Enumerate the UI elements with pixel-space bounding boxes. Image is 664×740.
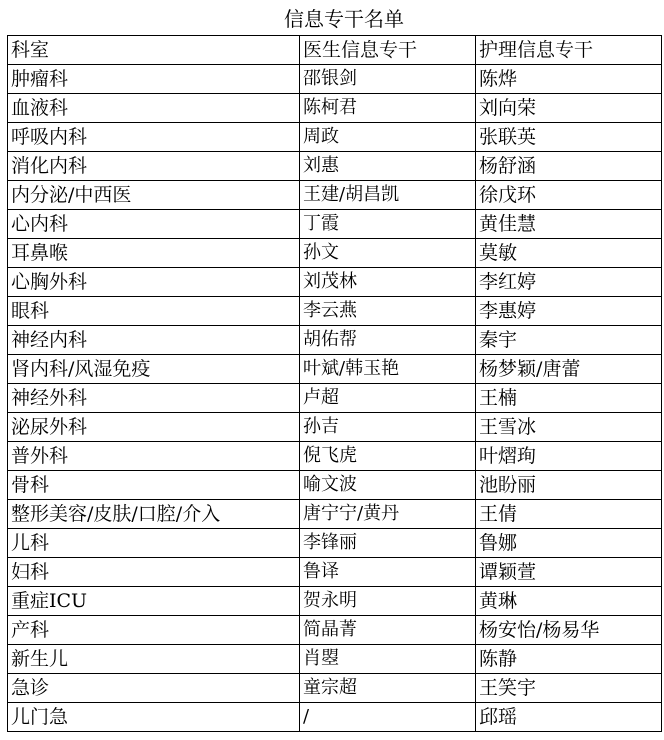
table-row <box>8 674 662 703</box>
nursing-liaison-cell: 王笑宇 <box>476 674 662 703</box>
table-row <box>8 413 662 442</box>
nursing-liaison-cell: 杨安怡/杨易华 <box>476 616 662 645</box>
table-row <box>8 384 662 413</box>
doctor-liaison-cell: 刘惠 <box>300 152 476 181</box>
nursing-liaison-cell: 杨梦颖/唐蕾 <box>476 355 662 384</box>
table-row <box>8 210 662 239</box>
doctor-liaison-cell: 陈柯君 <box>300 94 476 123</box>
table-title: 信息专干名单 <box>284 7 404 31</box>
table-row <box>8 297 662 326</box>
department-cell: 儿门急 <box>8 703 300 732</box>
department-cell: 心胸外科 <box>8 268 300 297</box>
table-row <box>8 703 662 732</box>
nursing-liaison-cell: 鲁娜 <box>476 529 662 558</box>
table-row <box>8 355 662 384</box>
column-header-department: 科室 <box>8 36 300 65</box>
table-row <box>8 268 662 297</box>
table-row <box>8 94 662 123</box>
nursing-liaison-cell: 王雪冰 <box>476 413 662 442</box>
department-cell: 眼科 <box>8 297 300 326</box>
doctor-liaison-cell: / <box>300 703 476 732</box>
table-row <box>8 616 662 645</box>
doctor-liaison-cell: 肖曌 <box>300 645 476 674</box>
department-cell: 儿科 <box>8 529 300 558</box>
nursing-liaison-cell: 莫敏 <box>476 239 662 268</box>
table-row <box>8 152 662 181</box>
department-cell: 心内科 <box>8 210 300 239</box>
department-cell: 消化内科 <box>8 152 300 181</box>
department-cell: 血液科 <box>8 94 300 123</box>
table-row <box>8 645 662 674</box>
doctor-liaison-cell: 唐宁宁/黄丹 <box>300 500 476 529</box>
doctor-liaison-cell: 丁霞 <box>300 210 476 239</box>
nursing-liaison-cell: 刘向荣 <box>476 94 662 123</box>
doctor-liaison-cell: 鲁译 <box>300 558 476 587</box>
doctor-liaison-cell: 童宗超 <box>300 674 476 703</box>
department-cell: 普外科 <box>8 442 300 471</box>
table-row <box>8 587 662 616</box>
department-cell: 神经外科 <box>8 384 300 413</box>
table-row <box>8 239 662 268</box>
department-cell: 内分泌/中西医 <box>8 181 300 210</box>
doctor-liaison-cell: 喻文波 <box>300 471 476 500</box>
doctor-liaison-cell: 周政 <box>300 123 476 152</box>
table-row <box>8 500 662 529</box>
doctor-liaison-cell: 李云燕 <box>300 297 476 326</box>
table-row <box>8 529 662 558</box>
nursing-liaison-cell: 池盼丽 <box>476 471 662 500</box>
header-row <box>8 36 662 65</box>
nursing-liaison-cell: 陈静 <box>476 645 662 674</box>
nursing-liaison-cell: 王倩 <box>476 500 662 529</box>
table-row <box>8 181 662 210</box>
nursing-liaison-cell: 陈烨 <box>476 65 662 94</box>
doctor-liaison-cell: 李锋丽 <box>300 529 476 558</box>
department-cell: 新生儿 <box>8 645 300 674</box>
department-cell: 急诊 <box>8 674 300 703</box>
department-cell: 肾内科/风湿免疫 <box>8 355 300 384</box>
nursing-liaison-cell: 李红婷 <box>476 268 662 297</box>
doctor-liaison-cell: 邵银剑 <box>300 65 476 94</box>
nursing-liaison-cell: 黄佳慧 <box>476 210 662 239</box>
table-row <box>8 326 662 355</box>
doctor-liaison-cell: 孙吉 <box>300 413 476 442</box>
table-body <box>8 65 662 732</box>
doctor-liaison-cell: 叶斌/韩玉艳 <box>300 355 476 384</box>
nursing-liaison-cell: 徐戊环 <box>476 181 662 210</box>
doctor-liaison-cell: 贺永明 <box>300 587 476 616</box>
department-cell: 耳鼻喉 <box>8 239 300 268</box>
table-row <box>8 123 662 152</box>
nursing-liaison-cell: 张联英 <box>476 123 662 152</box>
nursing-liaison-cell: 秦宇 <box>476 326 662 355</box>
department-cell: 肿瘤科 <box>8 65 300 94</box>
department-cell: 神经内科 <box>8 326 300 355</box>
department-cell: 呼吸内科 <box>8 123 300 152</box>
department-cell: 泌尿外科 <box>8 413 300 442</box>
department-cell: 产科 <box>8 616 300 645</box>
doctor-liaison-cell: 刘茂林 <box>300 268 476 297</box>
nursing-liaison-cell: 叶熠珣 <box>476 442 662 471</box>
table-row <box>8 471 662 500</box>
department-cell: 重症ICU <box>8 587 300 616</box>
doctor-liaison-cell: 胡佑帮 <box>300 326 476 355</box>
roster-table <box>7 35 662 732</box>
doctor-liaison-cell: 倪飞虎 <box>300 442 476 471</box>
department-cell: 骨科 <box>8 471 300 500</box>
nursing-liaison-cell: 邱瑶 <box>476 703 662 732</box>
nursing-liaison-cell: 谭颖萱 <box>476 558 662 587</box>
table-row <box>8 442 662 471</box>
table-row <box>8 558 662 587</box>
doctor-liaison-cell: 孙文 <box>300 239 476 268</box>
nursing-liaison-cell: 王楠 <box>476 384 662 413</box>
doctor-liaison-cell: 王建/胡昌凯 <box>300 181 476 210</box>
doctor-liaison-cell: 卢超 <box>300 384 476 413</box>
nursing-liaison-cell: 李惠婷 <box>476 297 662 326</box>
column-header-doctor-liaison: 医生信息专干 <box>300 36 476 65</box>
nursing-liaison-cell: 杨舒涵 <box>476 152 662 181</box>
table-row <box>8 65 662 94</box>
roster-sheet <box>7 4 661 732</box>
department-cell: 妇科 <box>8 558 300 587</box>
column-header-nursing-liaison: 护理信息专干 <box>476 36 662 65</box>
department-cell: 整形美容/皮肤/口腔/介入 <box>8 500 300 529</box>
doctor-liaison-cell: 简晶菁 <box>300 616 476 645</box>
nursing-liaison-cell: 黄琳 <box>476 587 662 616</box>
